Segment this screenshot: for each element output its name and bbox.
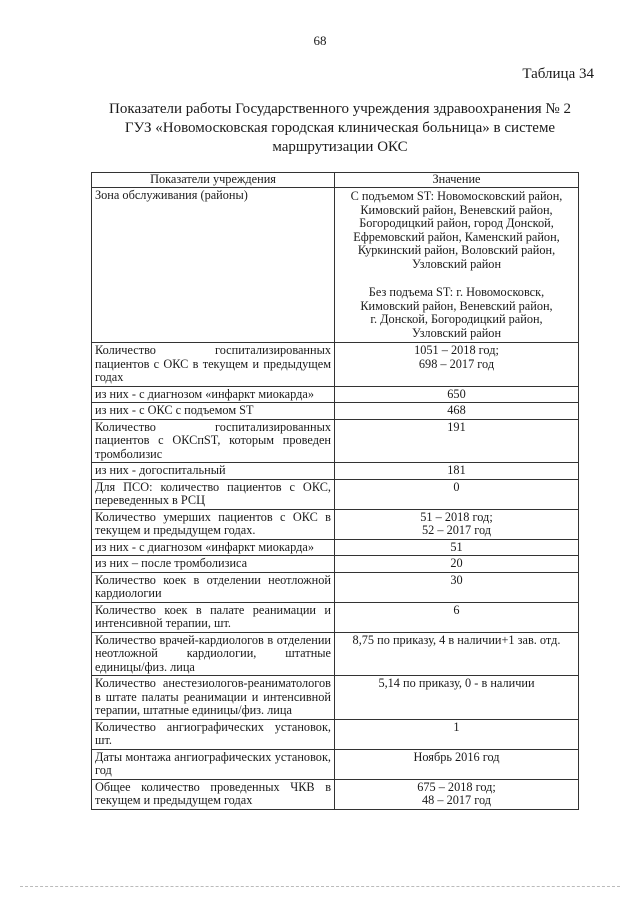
row-label: Количество ангиографических установок, шт. — [92, 719, 335, 749]
row-value — [335, 676, 579, 720]
table-row — [92, 676, 579, 720]
row-label: из них - с ОКС с подъемом ST — [92, 403, 335, 420]
title-line: ГУЗ «Новомосковская городская клиническая больница» в системе — [124, 120, 556, 136]
row-value — [335, 463, 579, 480]
row-label: Зона обслуживания (районы) — [92, 188, 335, 343]
value-line: Без подъема ST: г. Новомосковск, — [368, 285, 545, 299]
row-label: Количество коек в отделении неотложной кардиологии — [92, 572, 335, 602]
table-row — [92, 632, 579, 676]
table-caption: Таблица 34 — [522, 66, 594, 82]
value-line: Куркинский район, Воловский район, — [357, 243, 556, 257]
table-row — [92, 779, 579, 809]
value-line: 675 – 2018 год; — [417, 779, 496, 794]
document-title — [60, 100, 620, 157]
row-value — [335, 479, 579, 509]
row-value — [335, 343, 579, 387]
table-row — [92, 386, 579, 403]
table-row — [92, 719, 579, 749]
table-row — [92, 343, 579, 387]
value-line: 5,14 по приказу, 0 - в наличии — [378, 676, 535, 690]
zone-without-st — [338, 285, 575, 340]
value-line: 191 — [447, 419, 466, 434]
row-label: Количество врачей-кардиологов в отделении неотложной кардиологии, штатные единицы/физ. лица — [92, 632, 335, 676]
value-line: 48 – 2017 год — [421, 793, 492, 807]
table-row — [92, 509, 579, 539]
row-value — [335, 719, 579, 749]
value-line: 0 — [453, 479, 460, 494]
value-line: Богородицкий район, город Донской, — [359, 216, 554, 230]
indicators-table — [91, 172, 579, 810]
page-divider — [20, 886, 620, 887]
value-line: 30 — [450, 572, 463, 587]
title-line: Показатели работы Государственного учреждения здравоохранения № 2 — [109, 101, 571, 117]
table-row — [92, 463, 579, 480]
row-label: из них - с диагнозом «инфаркт миокарда» — [92, 539, 335, 556]
value-line: С подъемом ST: Новомосковский район, — [350, 189, 563, 203]
value-line: Узловский район — [411, 325, 502, 340]
row-value — [335, 509, 579, 539]
value-line: 698 – 2017 год — [418, 356, 495, 371]
page-number: 68 — [313, 33, 327, 48]
table-row — [92, 539, 579, 556]
column-header-indicator: Показатели учреждения — [92, 173, 335, 188]
row-label: из них - с диагнозом «инфаркт миокарда» — [92, 386, 335, 403]
table-row — [92, 602, 579, 632]
value-line: 1 — [453, 719, 460, 734]
value-line: Ефремовский район, Каменский район, — [353, 229, 560, 244]
value-line: Кимовский район, Веневский район, — [360, 202, 553, 217]
value-line: Кимовский район, Веневский район, — [360, 298, 553, 313]
row-value — [335, 188, 579, 343]
value-line: 8,75 по приказу, 4 в наличии+1 зав. отд. — [352, 632, 561, 647]
row-value — [335, 632, 579, 676]
row-label: Количество госпитализированных пациентов с ОКСпST, которым проведен тромболизис — [92, 419, 335, 463]
column-header-value: Значение — [335, 173, 579, 188]
row-label: Для ПСО: количество пациентов с ОКС, переведенных в РСЦ — [92, 479, 335, 509]
row-value — [335, 602, 579, 632]
zone-with-st — [338, 189, 575, 271]
row-label: Общее количество проведенных ЧКВ в текущем и предыдущем годах — [92, 779, 335, 809]
row-value — [335, 572, 579, 602]
row-value — [335, 749, 579, 779]
row-value — [335, 779, 579, 809]
value-line: 6 — [453, 602, 460, 617]
row-label: Количество анестезиологов-реаниматологов в штате палаты реанимации и интенсивной терапии, штатные единицы/физ. лица — [92, 676, 335, 720]
table-row — [92, 419, 579, 463]
row-value — [335, 556, 579, 573]
table-row-zone — [92, 188, 579, 343]
row-label: из них - догоспитальный — [92, 463, 335, 480]
table-row — [92, 479, 579, 509]
value-line: 51 — [450, 539, 463, 554]
value-line: Ноябрь 2016 год — [413, 749, 500, 764]
table-row — [92, 556, 579, 573]
value-line: 650 — [447, 386, 466, 401]
row-label: из них – после тромболизиса — [92, 556, 335, 573]
title-line: маршрутизации ОКС — [272, 139, 408, 155]
row-value — [335, 539, 579, 556]
row-label: Количество умерших пациентов с ОКС в текущем и предыдущем годах. — [92, 509, 335, 539]
table-row — [92, 403, 579, 420]
row-label: Количество госпитализированных пациентов с ОКС в текущем и предыдущем годах — [92, 343, 335, 387]
table-header-row — [92, 173, 579, 188]
row-label: Даты монтажа ангиографических установок, год — [92, 749, 335, 779]
value-line: г. Донской, Богородицкий район, — [370, 312, 543, 326]
table-row — [92, 572, 579, 602]
table-row — [92, 749, 579, 779]
value-line: 20 — [450, 556, 463, 570]
row-label: Количество коек в палате реанимации и интенсивной терапии, шт. — [92, 602, 335, 632]
row-value — [335, 419, 579, 463]
row-value — [335, 403, 579, 420]
value-line: 181 — [447, 463, 466, 477]
row-value — [335, 386, 579, 403]
value-line: 52 – 2017 год — [421, 523, 492, 537]
value-line: 1051 – 2018 год; — [414, 343, 499, 357]
value-line: 468 — [447, 403, 466, 417]
value-line: 51 – 2018 год; — [420, 509, 493, 524]
value-line: Узловский район — [411, 256, 502, 271]
